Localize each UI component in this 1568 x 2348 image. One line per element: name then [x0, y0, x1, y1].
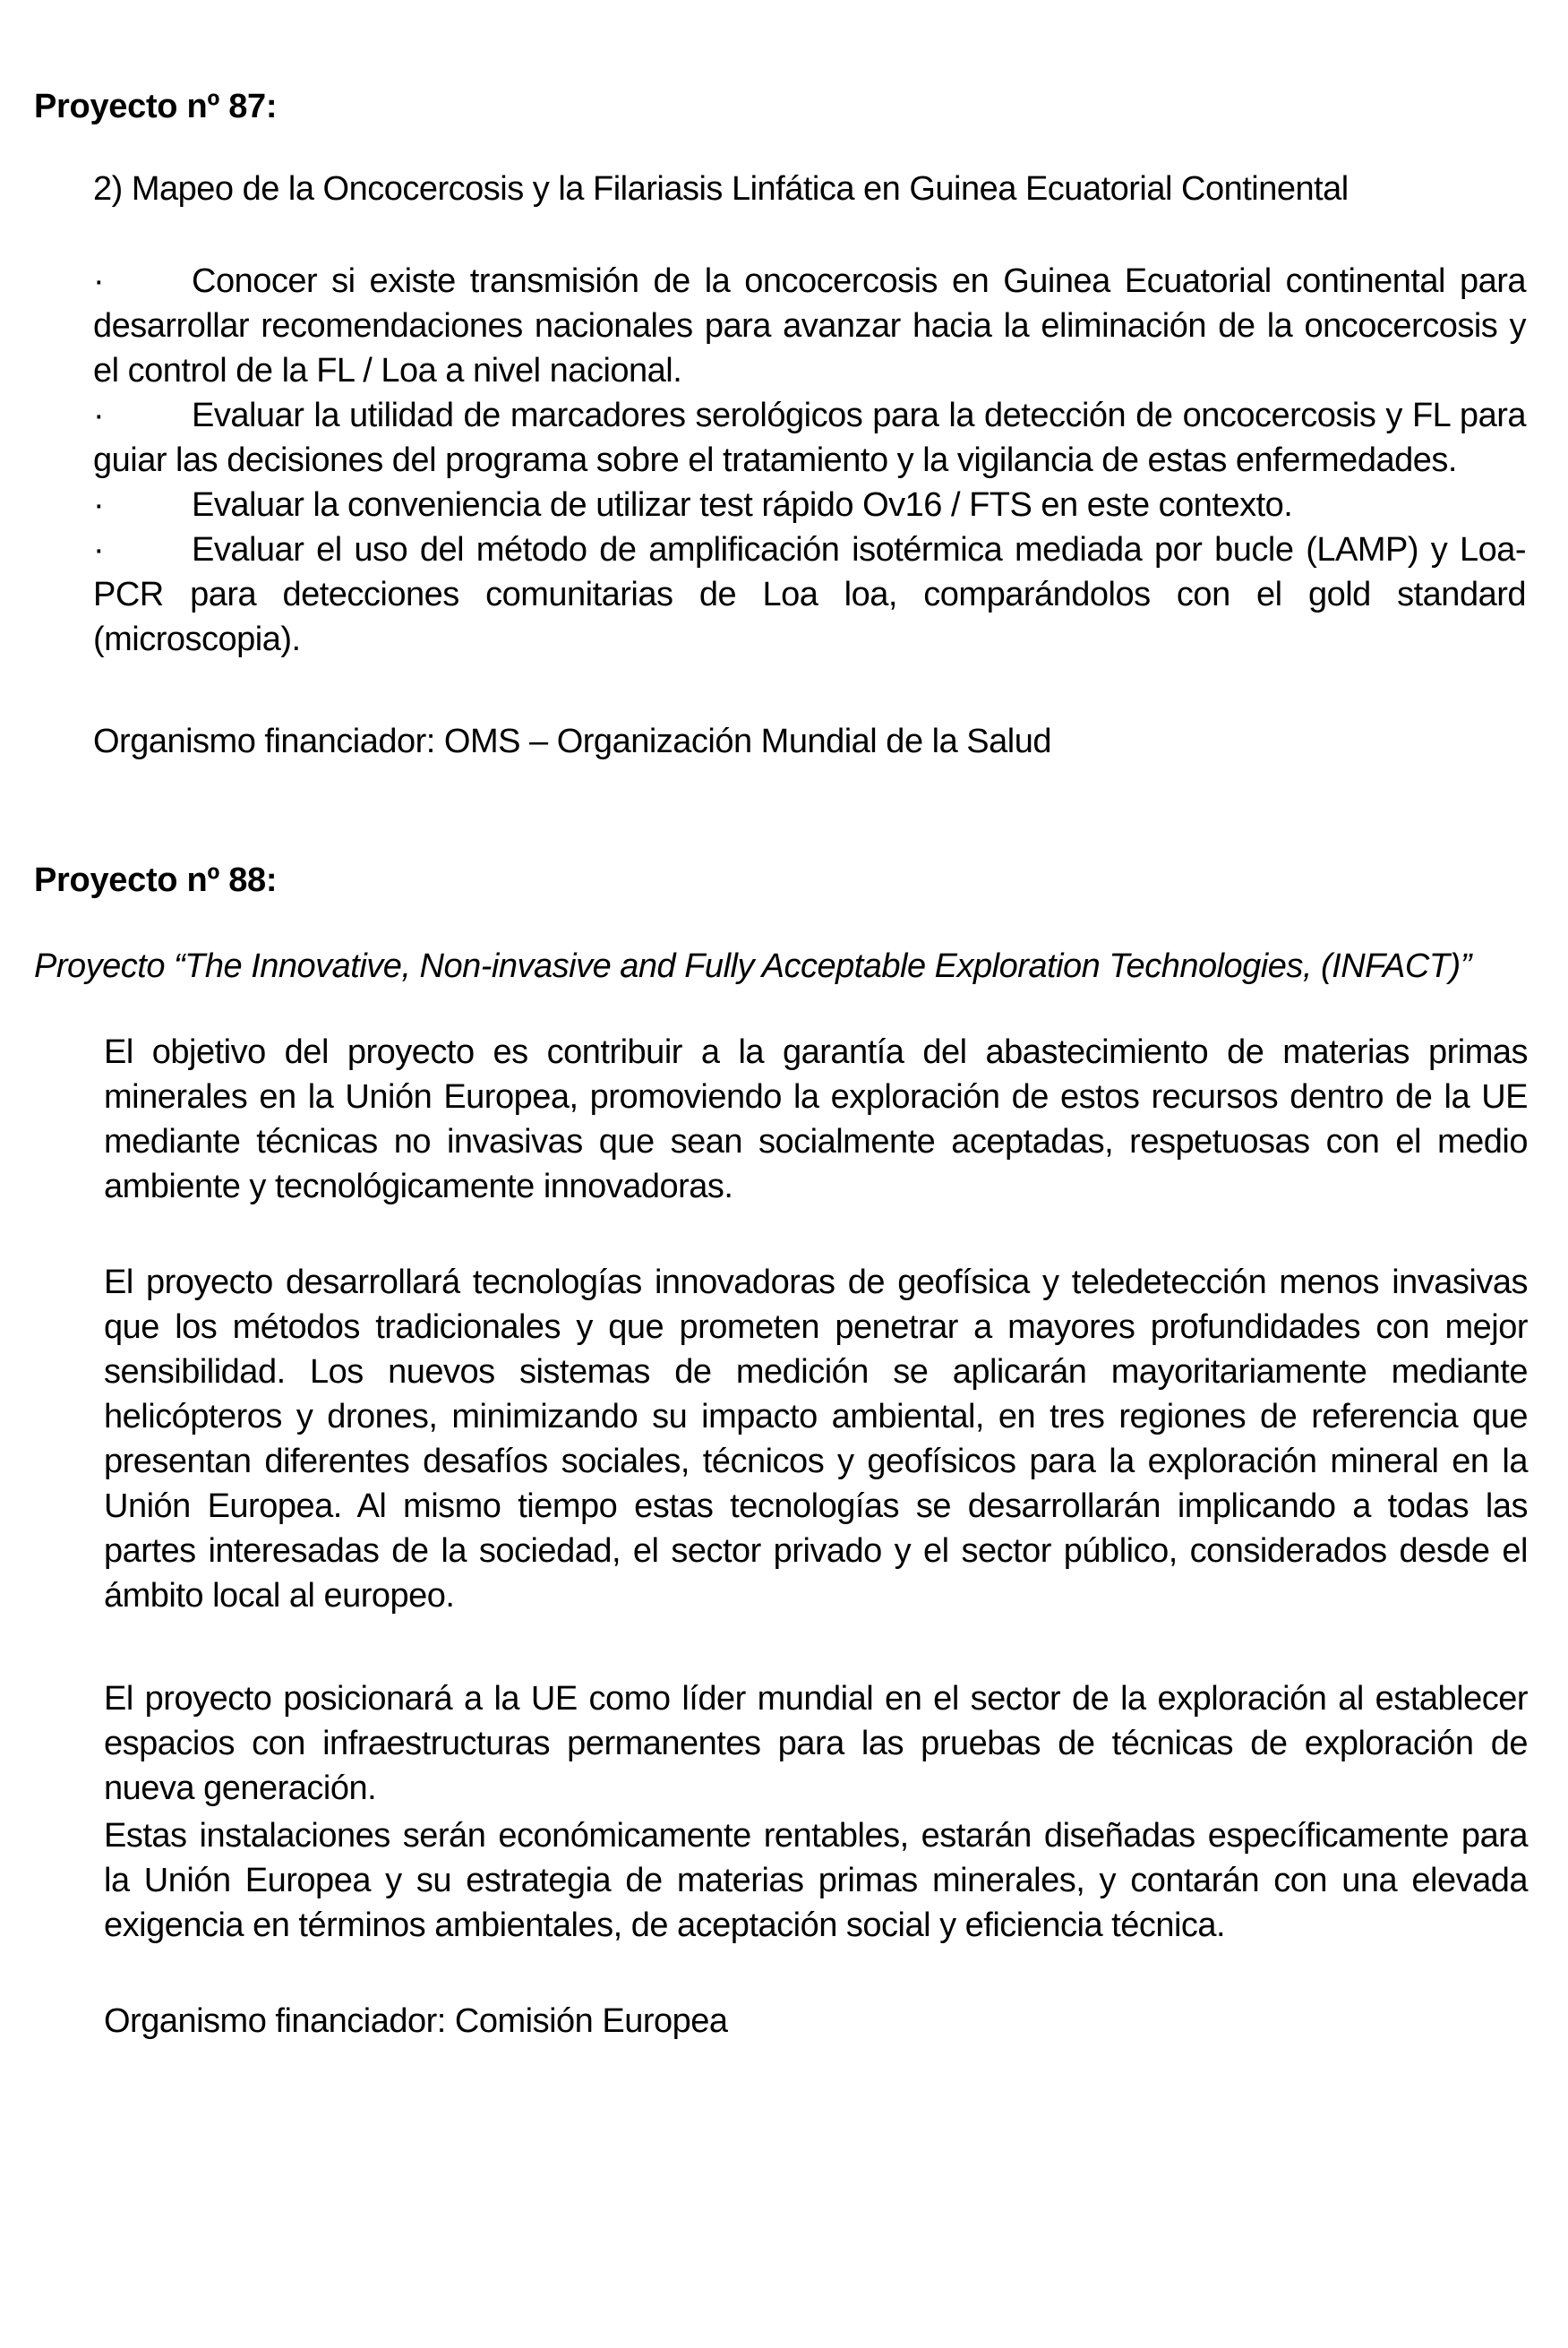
bullet-text: Evaluar la utilidad de marcadores serológicos para la detección de oncocercosis y FL para guiar las decisiones del programa sobre el tratamiento y la vigilancia de estas enfermedades.	[93, 397, 1526, 479]
project-88-paragraph-3: El proyecto posicionará a la UE como líder mundial en el sector de la exploración al establecer espacios con infraestructuras permanentes para las pruebas de técnicas de exploración de nueva generación.	[104, 1680, 1528, 1807]
bullet-item	[93, 259, 1526, 393]
bullet-mark: ·	[93, 262, 105, 300]
project-87-funder: Organismo financiador: OMS – Organización Mundial de la Salud	[93, 723, 1051, 760]
project-87-objectives	[93, 259, 1526, 662]
project-88-heading: Proyecto nº 88:	[34, 861, 278, 899]
project-87-heading: Proyecto nº 87:	[34, 88, 278, 125]
project-88-funder: Organismo financiador: Comisión Europea	[104, 2002, 728, 2040]
project-88-title: Proyecto “The Innovative, Non-invasive and Fully Acceptable Exploration Technologies, (INFACT)”	[34, 947, 1471, 985]
project-87-title: 2) Mapeo de la Oncocercosis y la Filariasis Linfática en Guinea Ecuatorial Continental	[93, 170, 1349, 208]
project-88-paragraph-2: El proyecto desarrollará tecnologías innovadoras de geofísica y teledetección menos invasivas que los métodos tradicionales y que prometen penetrar a mayores profundidades con mejor sensibilidad. Los nuevos sistemas de medición se aplicarán mayoritariamente mediante helicópteros y drones, minimizando su impacto ambiental, en tres regiones de referencia que presentan diferentes desafíos sociales, técnicos y geofísicos para la exploración mineral en la Unión Europea. Al mismo tiempo estas tecnologías se desarrollarán implicando a todas las partes interesadas de la sociedad, el sector privado y el sector público, considerados desde el ámbito local al europeo.	[104, 1264, 1528, 1615]
bullet-item	[93, 393, 1526, 483]
bullet-mark: ·	[93, 531, 105, 569]
bullet-item	[93, 483, 1526, 527]
bullet-mark: ·	[93, 397, 105, 434]
bullet-text: Evaluar la conveniencia de utilizar test rápido Ov16 / FTS en este contexto.	[192, 486, 1293, 524]
project-88-paragraph-1: El objetivo del proyecto es contribuir a la garantía del abastecimiento de materias primas minerales en la Unión Europea, promoviendo la exploración de estos recursos dentro de la UE mediante técnicas no invasivas que sean socialmente aceptadas, respetuosas con el medio ambiente y tecnológicamente innovadoras.	[104, 1033, 1528, 1205]
bullet-item	[93, 527, 1526, 662]
bullet-text: Evaluar el uso del método de amplificación isotérmica mediada por bucle (LAMP) y Loa-PCR para detecciones comunitarias de Loa loa, comparándolos con el gold standard (microscopia).	[93, 531, 1526, 658]
bullet-text: Conocer si existe transmisión de la oncocercosis en Guinea Ecuatorial continental para desarrollar recomendaciones nacionales para avanzar hacia la eliminación de la oncocercosis y el control de la FL / Loa a nivel nacional.	[93, 262, 1526, 390]
project-88-paragraph-4: Estas instalaciones serán económicamente rentables, estarán diseñadas específicamente para la Unión Europea y su estrategia de materias primas minerales, y contarán con una elevada exigencia en términos ambientales, de aceptación social y eficiencia técnica.	[104, 1817, 1528, 1944]
bullet-mark: ·	[93, 486, 105, 524]
